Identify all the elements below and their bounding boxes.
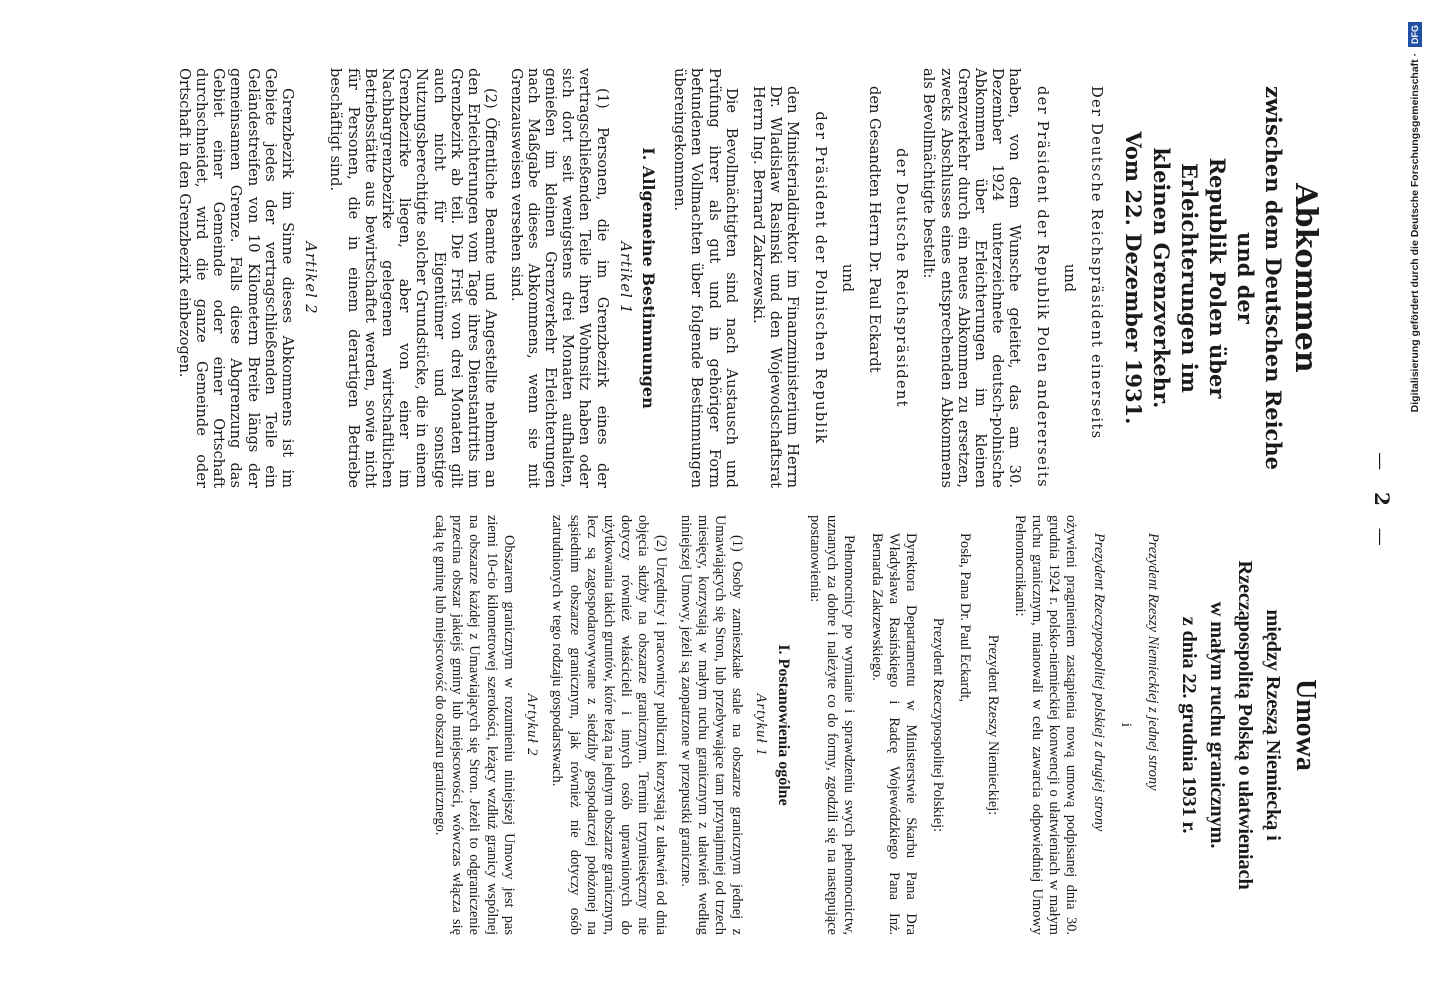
- german-date: Vom 22. Dezember 1931.: [1121, 131, 1146, 425]
- polish-section-1-heading: I. Postanowienia ogólne: [774, 644, 792, 806]
- german-plenipotentiary-1-title: der Deutsche Reichspräsident: [893, 148, 911, 408]
- german-agreement: Die Bevollmächtigten sind nach Austausch und Prüfung ihrer als gut und in gehöriger Form befundenen Vollmachten über folgende Bestimmungen übereingekommen.: [671, 68, 740, 488]
- header-dash-left: —: [1370, 452, 1391, 473]
- header-dash-right: —: [1370, 527, 1391, 548]
- polish-party-1: Prezydent Rzeszy Niemieckiej z jednej strony: [1145, 533, 1161, 791]
- german-article-1-para-2: (2) Öffentliche Beamte und Angestellte nehmen an den Erleichterungen vom Tage ihres Dienstantritts im Grenzbezirk ab teil. Die Frist von drei Monaten gilt auch nicht für Eigentümer und sonstige Nutzungsberechtigte solcher Grundstücke, die in einem Grenzbezirke liegen, aber von einer im Nachbargrenzbezirke gelegenen wirtschaftlichen Betriebsstätte aus bewirtschaftet werden, sowie nicht für Personen, die in einem derartigen Betriebe beschäftigt sind.: [327, 68, 500, 488]
- polish-party-2: Prezydent Rzeczypospolitej polskiej z drugiej strony: [1090, 533, 1107, 832]
- polish-article-1-heading: Artykuł 1: [752, 693, 769, 757]
- german-preamble: haben, von dem Wunsche geleitet, das am 30. Dezember 1924 unterzeichnete deutsch-polnische Abkommen über Erleichterungen im kleinen Grenzverkehr durch ein neues Abkommen zu ersetzen, zwecks Abschlusses eines entsprechenden Abkommens als Bevollmächtigte bestellt:: [920, 68, 1024, 488]
- german-plenipotentiary-2-title: der Präsident der Polnischen Republik: [811, 111, 829, 445]
- german-article-2-heading: Artikel 2: [302, 241, 320, 315]
- german-plenipotentiary-1-name: den Gesandten Herrn Dr. Paul Eckardt: [865, 86, 883, 373]
- german-section-1-heading: I. Allgemeine Bestimmungen: [638, 147, 658, 409]
- polish-article-2-heading: Artykuł 2: [524, 693, 541, 757]
- german-plenipotentiary-2-name: den Ministerialdirektor im Finanzministerium Herrn Dr. Wladislaw Rasinski und den Wojewodschaftsrat Herrn Ing. Bernard Zakrzewski.: [749, 86, 802, 488]
- german-subtitle-3: kleinen Grenzverkehr.: [1149, 147, 1174, 409]
- credit-text: Digitalisierung gefördert durch die Deutsche Forschungsgemeinschaft ·: [1409, 52, 1421, 413]
- polish-subtitle-1: między Rzeszą Niemiecką i: [1262, 609, 1284, 841]
- polish-plenipotentiary-2-name: Dyrektora Departamentu w Ministerstwie Skarbu Pana Dra Władysława Rasińskiego i Radcę Wojewódzkiego Pana Inż. Bernarda Zakrzewskiego.: [868, 533, 919, 935]
- german-und-2: und: [838, 263, 856, 293]
- polish-plenipotentiary-1-title: Prezydent Rzeszy Niemieckiej:: [984, 634, 1001, 816]
- digitization-credit-text: [1404, 6, 1430, 1002]
- german-article-2-para-1: Grenzbezirk im Sinne dieses Abkommens ist im Gebiete jedes der vertragschließenden Teile ein Geländestreifen von 10 Kilometern Breite längs der gemeinsamen Grenze. Falls diese Abgrenzung das Gebiet einer Gemeinde oder einer Ortschaft durchschneidet, wird die ganze Gemeinde oder Ortschaft in den Grenzbezirk einbezogen.: [175, 68, 297, 488]
- polish-subtitle-2: Rzecząpospolitą Polską o ułatwieniach: [1234, 560, 1256, 890]
- german-title-block: [1119, 68, 1323, 488]
- polish-article-1-para-2: (2) Urzędnicy i pracownicy publiczni korzystają z ułatwień od dnia objęcia służby na obszarze granicznym. Termin trzymiesięczny nie dotyczy również właścicieli i innych osób uprawnionych do użytkowania takich gruntów, które leżą na jednym obszarze granicznym, lecz są zagospodarowywane z siedziby gospodarczej położonej na sąsiednim obszarze granicznym, jak również nie dotyczy osób zatrudnionych w tego rodzaju gospodarstwach.: [549, 515, 669, 935]
- german-article-1-heading: Artikel 1: [616, 241, 634, 315]
- german-subtitle-2: Republik Polen über Erleichterungen im: [1177, 157, 1230, 399]
- polish-title: Umowa: [1290, 679, 1321, 771]
- german-title: Abkommen: [1288, 183, 1323, 373]
- polish-article-1-para-1: (1) Osoby zamieszkałe stale na obszarze granicznym jednej z Umawiających się Stron, lub przebywające tam przynajmniej od trzech miesięcy, korzystają w małym ruchu granicznym z ułatwień według niniejszej Umowy, jeżeli są zaopatrzone w przepustki graniczne.: [677, 515, 746, 935]
- polish-title-block: [1175, 515, 1319, 935]
- polish-agreement: Pełnomocnicy po wymianie i sprawdzeniu swych pełnomocnictw, uznanych za dobre i należyte co do formy, zgodzili się na następujące postanowienia:: [806, 515, 858, 935]
- german-article-1-para-1: (1) Personen, die im Grenzbezirk eines der vertragschließenden Teile ihren Wohnsitz haben oder sich dort seit wenigstens drei Monaten aufhalten, genießen im kleinen Grenzverkehr Erleichterungen nach Maßgabe dieses Abkommens, wenn sie mit Grenzausweisen versehen sind.: [507, 68, 611, 488]
- polish-i-1: i: [1117, 723, 1134, 727]
- polish-article-2-para-1: Obszarem granicznym w rozumieniu niniejszej Umowy jest pas ziemi 10-cio kilometrowej szerokości, leżący wzdłuż granicy wspólnej na obszarze każdej z Umawiających się Stron. Jeżeli to odgraniczenie przecina obszar jakiejś gminy lub miejscowości, wówczas włącza się całą tę gminę lub miejscowość do obszaru granicznego.: [432, 515, 517, 935]
- polish-date: z dnia 22. grudnia 1931 r.: [1178, 616, 1200, 834]
- polish-plenipotentiary-1-name: Posła, Pana Dr. Paul Eckardt,: [957, 533, 974, 703]
- polish-preamble: ożywieni pragnieniem zastąpienia nową umową podpisanej dnia 30. grudnia 1924 r. polsko-niemieckiej konwencji o ułatwieniach w małym ruchu granicznym, mianowali w celu zawarcia odpowiedniej Umowy Pełnomocnikami:: [1011, 515, 1080, 935]
- german-subtitle-1: zwischen dem Deutschen Reiche und der: [1233, 86, 1286, 470]
- german-party-1: Der Deutsche Reichspräsident einerseits: [1088, 86, 1105, 440]
- polish-column: [423, 515, 1319, 935]
- dfg-logo: DFG: [1408, 22, 1422, 47]
- page-header: [1370, 0, 1394, 1000]
- polish-plenipotentiary-2-title: Prezydent Rzeczypospolitej Polskiej:: [930, 617, 947, 833]
- digitization-credit-bar: [1404, 6, 1430, 1002]
- page-number: 2: [1370, 492, 1394, 508]
- german-und-1: und: [1060, 263, 1078, 293]
- german-party-2: der Präsident der Republik Polen andererseits: [1033, 86, 1051, 488]
- polish-subtitle-3: w małym ruchu granicznym.: [1206, 601, 1228, 849]
- german-column: [168, 68, 1323, 488]
